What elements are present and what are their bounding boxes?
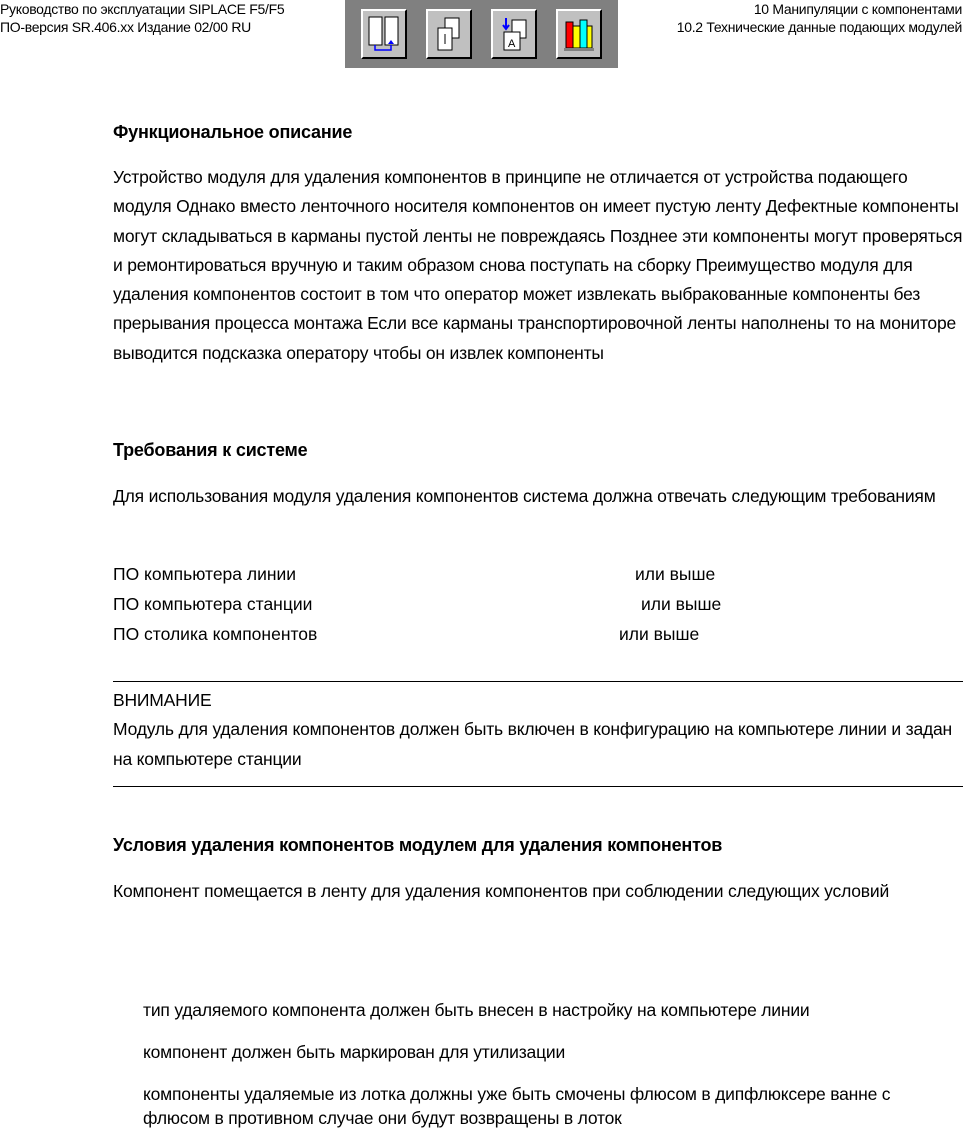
warning-box bbox=[113, 686, 963, 774]
functional-section bbox=[113, 122, 963, 368]
functional-heading: Функциональное описание bbox=[113, 122, 353, 142]
header-right bbox=[677, 0, 962, 36]
contents-icon bbox=[366, 14, 402, 54]
page-button[interactable] bbox=[426, 9, 472, 59]
requirement-label: ПО компьютера линии bbox=[113, 564, 297, 584]
functional-text: Устройство модуля для удаления компонентов в принципе не отличается от устройства подающего модуля Однако вместо ленточного носителя компонентов он имеет пустую ленту Дефектные компоненты могут складываться в карманы пустой ленты не повреждаясь Позднее эти компоненты могут проверяться и ремонтироваться вручную и таким образом снова поступать на сборку Преимущество модуля для удаления компонентов состоит в том что оператор может извлекать выбракованные компоненты без прерывания процесса монтажа Если все карманы транспортировочной ленты наполнены то на мониторе выводится подсказка оператору чтобы он извлек компоненты bbox=[113, 167, 963, 363]
chapter-title: 10 Манипуляции с компонентами bbox=[753, 1, 962, 17]
requirements-text: Для использования модуля удаления компонентов система должна отвечать следующим требованиям bbox=[113, 486, 936, 506]
search-document-icon bbox=[496, 14, 532, 54]
requirement-value: или выше bbox=[635, 564, 716, 584]
contents-button[interactable] bbox=[361, 9, 407, 59]
library-books-icon bbox=[561, 14, 597, 54]
header-left bbox=[0, 0, 284, 36]
requirement-value: или выше bbox=[619, 624, 700, 644]
version-edition: ПО-версия SR.406.xx Издание 02/00 RU bbox=[0, 19, 251, 35]
search-document-button[interactable] bbox=[491, 9, 537, 59]
section-title: 10.2 Технические данные подающих модулей bbox=[676, 19, 962, 35]
conditions-heading: Условия удаления компонентов модулем для удаления компонентов bbox=[113, 835, 723, 855]
manual-title: Руководство по эксплуатации SIPLACE F5/F5 bbox=[0, 1, 285, 17]
requirements-heading: Требования к системе bbox=[113, 440, 308, 460]
navigation-toolbar bbox=[345, 0, 618, 68]
divider bbox=[113, 786, 963, 787]
condition-item: компонент должен быть маркирован для утилизации bbox=[143, 1042, 566, 1062]
svg-text:A: A bbox=[508, 38, 516, 50]
library-button[interactable] bbox=[556, 9, 602, 59]
conditions-section bbox=[113, 835, 963, 907]
requirements-section bbox=[113, 440, 963, 512]
condition-item: компоненты удаляемые из лотка должны уже быть смочены флюсом в дипфлюксере ванне с флюсом в противном случае они будут возвращены в лоток bbox=[143, 1084, 891, 1128]
warning-title: ВНИМАНИЕ bbox=[113, 690, 212, 710]
requirement-label: ПО столика компонентов bbox=[113, 624, 318, 644]
requirement-value: или выше bbox=[641, 594, 722, 614]
conditions-text: Компонент помещается в ленту для удаления компонентов при соблюдении следующих условий bbox=[113, 881, 890, 901]
page-icon bbox=[431, 14, 467, 54]
warning-text: Модуль для удаления компонентов должен быть включен в конфигурацию на компьютере линии и задан на компьютере станции bbox=[113, 719, 953, 769]
condition-item: тип удаляемого компонента должен быть внесен в настройку на компьютере линии bbox=[143, 1000, 810, 1020]
divider bbox=[113, 681, 963, 682]
requirement-label: ПО компьютера станции bbox=[113, 594, 313, 614]
